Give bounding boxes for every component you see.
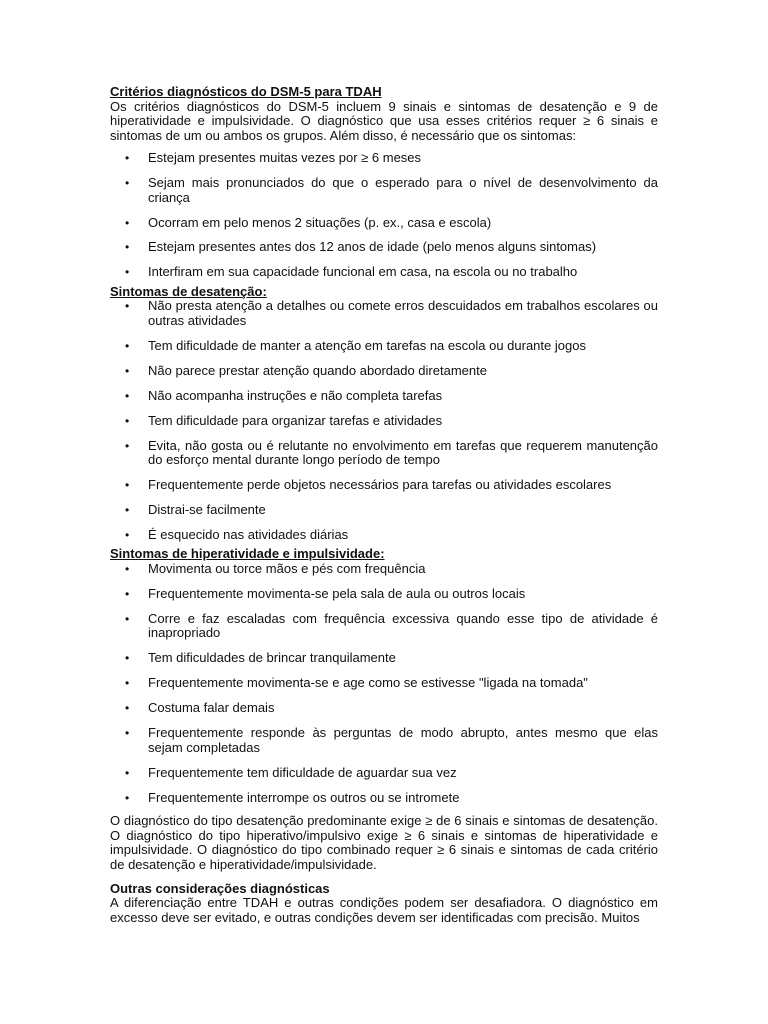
other-considerations-section [110,882,658,926]
list-item: • Corre e faz escaladas com frequência excessiva quando esse tipo de atividade é inapropriado [110,612,658,641]
other-considerations-heading: Outras considerações diagnósticas [110,880,330,896]
list-item: • É esquecido nas atividades diárias [110,528,658,543]
list-item: • Evita, não gosta ou é relutante no envolvimento em tarefas que requerem manutenção do esforço mental durante longo período de tempo [110,439,658,468]
inattention-section [110,285,658,543]
list-item: • Não presta atenção a detalhes ou comete erros descuidados em trabalhos escolares ou outras atividades [110,299,658,328]
list-item: • Distrai-se facilmente [110,503,658,518]
list-item: • Movimenta ou torce mãos e pés com frequência [110,562,658,577]
list-item: • Estejam presentes antes dos 12 anos de idade (pelo menos alguns sintomas) [110,240,658,255]
list-item: • Frequentemente movimenta-se pela sala de aula ou outros locais [110,587,658,602]
hyperactivity-list [110,562,658,806]
list-item: • Tem dificuldade para organizar tarefas e atividades [110,414,658,429]
conclusion-paragraph: O diagnóstico do tipo desatenção predominante exige ≥ de 6 sinais e sintomas de desatenção. O diagnóstico do tipo hiperativo/impulsivo exige ≥ 6 sinais e sintomas de hiperatividade e impulsividade. O diagnóstico do tipo combinado requer ≥ 6 sinais e sintomas de cada critério de desatenção e hiperatividade/impulsividade. [110,813,658,872]
other-considerations-text: A diferenciação entre TDAH e outras condições podem ser desafiadora. O diagnóstico em excesso deve ser evitado, e outras condições devem ser identificadas com precisão. Muitos [110,895,658,925]
list-item: • Interfiram em sua capacidade funcional em casa, na escola ou no trabalho [110,265,658,280]
list-item: • Frequentemente perde objetos necessários para tarefas ou atividades escolares [110,478,658,493]
list-item: • Sejam mais pronunciados do que o esperado para o nível de desenvolvimento da criança [110,176,658,205]
document-body [110,85,658,925]
list-item: • Tem dificuldade de manter a atenção em tarefas na escola ou durante jogos [110,339,658,354]
criteria-section [110,85,658,280]
inattention-heading: Sintomas de desatenção: [110,283,267,299]
list-item: • Frequentemente interrompe os outros ou se intromete [110,791,658,806]
hyperactivity-section [110,547,658,805]
list-item: • Estejam presentes muitas vezes por ≥ 6 meses [110,151,658,166]
criteria-heading: Critérios diagnósticos do DSM-5 para TDAH [110,84,382,99]
list-item: • Não acompanha instruções e não completa tarefas [110,389,658,404]
criteria-intro: Os critérios diagnósticos do DSM-5 incluem 9 sinais e sintomas de desatenção e 9 de hiperatividade e impulsividade. O diagnóstico que usa esses critérios requer ≥ 6 sinais e sintomas de um ou ambos os grupos. Além disso, é necessário que os sintomas: [110,98,658,143]
list-item: • Tem dificuldades de brincar tranquilamente [110,651,658,666]
criteria-list [110,151,658,279]
hyperactivity-heading: Sintomas de hiperatividade e impulsividade: [110,545,385,561]
inattention-list [110,299,658,543]
list-item: • Não parece prestar atenção quando abordado diretamente [110,364,658,379]
list-item: • Frequentemente movimenta-se e age como se estivesse "ligada na tomada" [110,676,658,691]
list-item: • Frequentemente responde às perguntas de modo abrupto, antes mesmo que elas sejam completadas [110,726,658,755]
list-item: • Costuma falar demais [110,701,658,716]
list-item: • Ocorram em pelo menos 2 situações (p. ex., casa e escola) [110,216,658,231]
list-item: • Frequentemente tem dificuldade de aguardar sua vez [110,766,658,781]
